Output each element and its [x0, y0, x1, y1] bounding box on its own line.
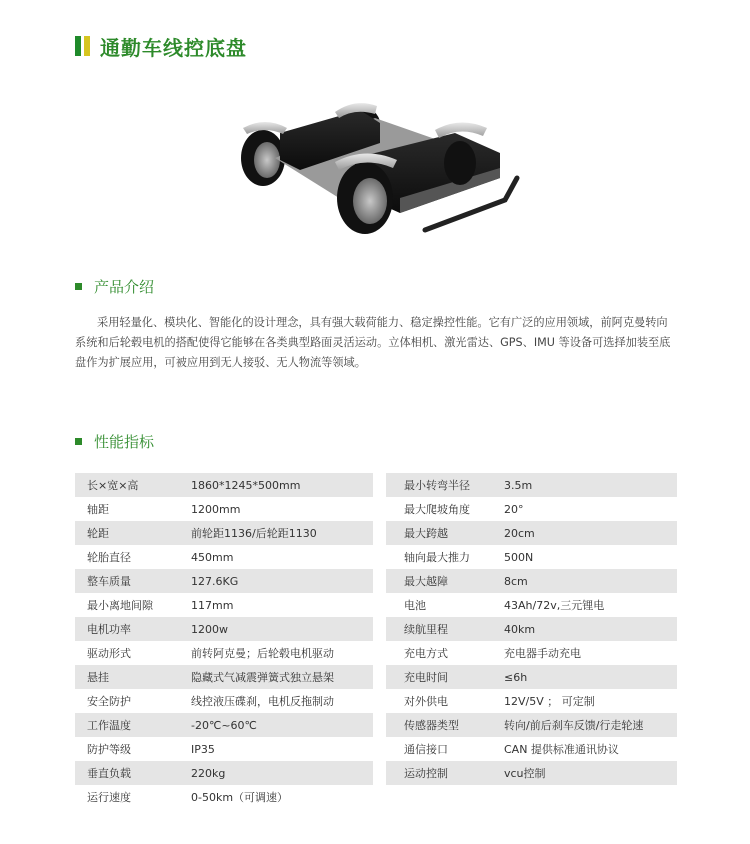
spec-label: 轴向最大推力 — [404, 551, 470, 564]
intro-heading-text: 产品介绍 — [94, 278, 155, 296]
spec-value: 117mm — [191, 598, 234, 612]
spec-label: 运动控制 — [404, 767, 448, 780]
spec-row — [75, 761, 373, 785]
spec-value: 0-50km（可调速） — [191, 791, 289, 804]
spec-value: 1860*1245*500mm — [191, 478, 301, 492]
spec-row — [75, 785, 373, 809]
spec-label: 工作温度 — [87, 719, 131, 732]
spec-row — [386, 713, 677, 737]
spec-label: 悬挂 — [87, 671, 109, 684]
spec-label: 轮距 — [87, 527, 109, 540]
spec-value: vcu控制 — [504, 767, 546, 780]
spec-row — [75, 497, 373, 521]
spec-value: CAN 提供标准通讯协议 — [504, 743, 619, 756]
spec-label: 安全防护 — [87, 695, 131, 708]
spec-row — [386, 665, 677, 689]
spec-label: 最大越障 — [404, 575, 448, 588]
spec-label: 充电方式 — [404, 647, 448, 660]
spec-value: 充电器手动充电 — [504, 647, 581, 660]
spec-label: 通信接口 — [404, 743, 448, 756]
spec-row — [386, 569, 677, 593]
spec-label: 电机功率 — [87, 623, 131, 636]
spec-table-left — [75, 473, 373, 809]
spec-value: 前转阿克曼；后轮毂电机驱动 — [191, 647, 334, 660]
spec-row — [75, 713, 373, 737]
spec-value: 1200mm — [191, 502, 241, 516]
spec-row — [386, 689, 677, 713]
spec-value: 127.6KG — [191, 574, 239, 588]
chassis-product-image — [225, 98, 525, 248]
spec-value: 1200w — [191, 622, 228, 636]
spec-label: 轴距 — [87, 503, 109, 516]
spec-row — [75, 593, 373, 617]
spec-value: 线控液压碟刹，电机反拖制动 — [191, 695, 334, 708]
spec-label: 续航里程 — [404, 623, 448, 636]
spec-row — [386, 497, 677, 521]
title-marker-icon — [75, 36, 90, 56]
spec-row — [75, 473, 373, 497]
heading-bullet-icon — [75, 283, 82, 290]
spec-value: 转向/前后刹车反馈/行走轮速 — [504, 719, 644, 732]
spec-value: 220kg — [191, 766, 226, 780]
spec-row — [75, 569, 373, 593]
spec-row — [75, 737, 373, 761]
spec-value: 500N — [504, 550, 534, 564]
spec-value: ≤6h — [504, 670, 528, 684]
spec-row — [386, 545, 677, 569]
spec-value: 前轮距1136/后轮距1130 — [191, 527, 317, 540]
spec-row — [386, 473, 677, 497]
spec-label: 运行速度 — [87, 791, 131, 804]
spec-row — [75, 545, 373, 569]
spec-label: 传感器类型 — [404, 719, 459, 732]
spec-label: 对外供电 — [404, 695, 448, 708]
intro-paragraph: 采用轻量化、模块化、智能化的设计理念，具有强大载荷能力、稳定操控性能。它有广泛的应用领域，前阿克曼转向系统和后轮毂电机的搭配使得它能够在各类典型路面灵活运动。立体相机、激光雷达、GPS、IMU 等设备可选择加装至底盘作为扩展应用，可被应用到无人接驳、无人物流等领域。 — [75, 316, 671, 369]
spec-heading-text: 性能指标 — [94, 433, 155, 451]
spec-label: 防护等级 — [87, 743, 131, 756]
spec-value: 20cm — [504, 526, 535, 540]
spec-label: 驱动形式 — [87, 647, 131, 660]
page-header — [75, 34, 247, 58]
spec-label: 电池 — [404, 599, 426, 612]
spec-label: 垂直负载 — [87, 767, 131, 780]
spec-label: 轮胎直径 — [87, 551, 131, 564]
spec-row — [75, 641, 373, 665]
spec-row — [386, 617, 677, 641]
page-title: 通勤车线控底盘 — [100, 35, 247, 60]
spec-label: 最小转弯半径 — [404, 479, 470, 492]
spec-label: 最大爬坡角度 — [404, 503, 470, 516]
spec-value: 隐藏式气减震弹簧式独立悬架 — [191, 671, 334, 684]
spec-row — [386, 593, 677, 617]
spec-label: 充电时间 — [404, 671, 448, 684]
spec-section-heading — [75, 431, 154, 452]
spec-value: 3.5m — [504, 478, 533, 492]
spec-value: 43Ah/72v,三元锂电 — [504, 599, 605, 612]
spec-value: 20° — [504, 502, 524, 516]
spec-label: 最小离地间隙 — [87, 599, 153, 612]
spec-value: 40km — [504, 622, 536, 636]
spec-label: 最大跨越 — [404, 527, 448, 540]
spec-value: 450mm — [191, 550, 234, 564]
spec-table-right — [386, 473, 677, 785]
spec-row — [386, 641, 677, 665]
spec-value: -20℃~60℃ — [191, 718, 257, 732]
spec-row — [75, 521, 373, 545]
spec-value: IP35 — [191, 742, 215, 756]
spec-value: 8cm — [504, 574, 528, 588]
spec-row — [75, 617, 373, 641]
spec-row — [75, 689, 373, 713]
spec-label: 整车质量 — [87, 575, 131, 588]
spec-row — [386, 761, 677, 785]
spec-row — [386, 521, 677, 545]
spec-row — [75, 665, 373, 689]
heading-bullet-icon — [75, 438, 82, 445]
intro-section-heading — [75, 276, 154, 297]
spec-label: 长×宽×高 — [87, 479, 139, 492]
spec-row — [386, 737, 677, 761]
spec-value: 12V/5V ； 可定制 — [504, 695, 595, 708]
